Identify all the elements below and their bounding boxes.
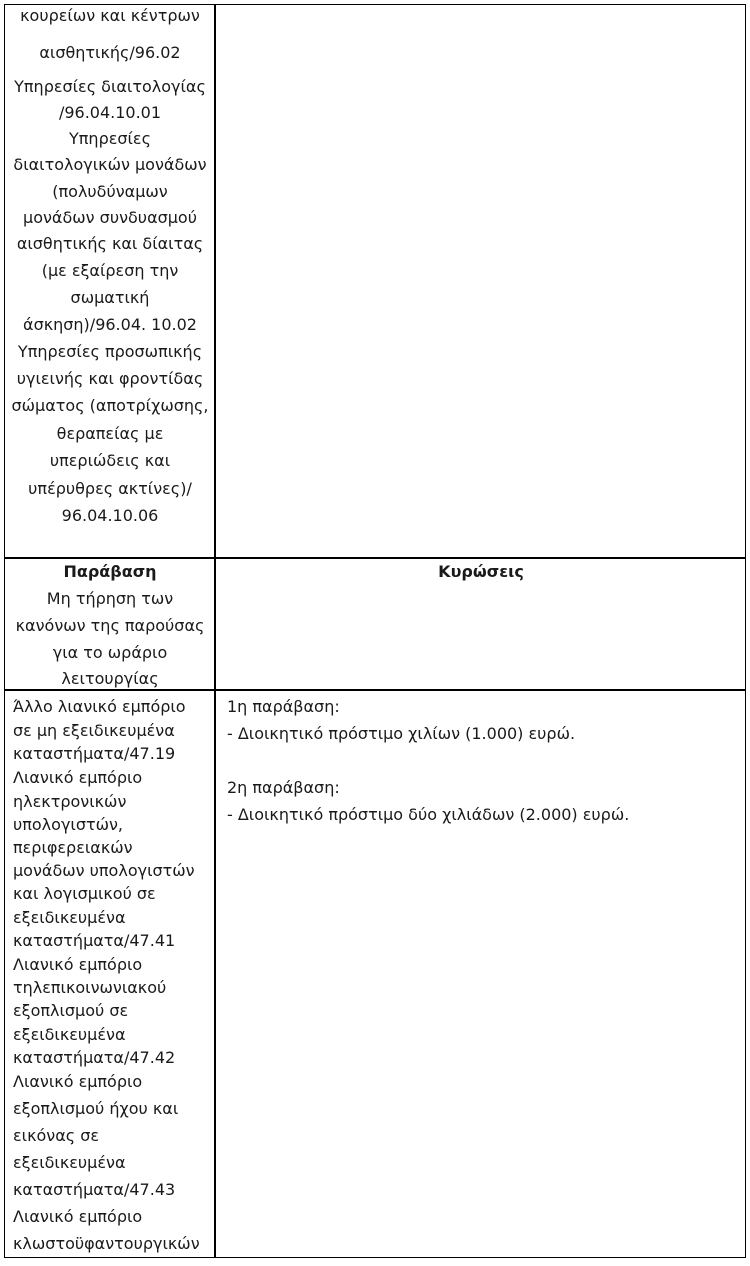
- violation-line: λειτουργίας: [61, 669, 159, 688]
- activity-line: ηλεκτρονικών: [13, 792, 127, 811]
- activity-line: άσκηση)/96.04. 10.02: [23, 315, 197, 334]
- sanction-line: 1η παράβαση:: [227, 697, 340, 716]
- activity-line: περιφερειακών: [13, 838, 133, 857]
- activity-line: Λιανικό εμπόριο: [13, 1207, 143, 1226]
- activity-line: καταστήματα/47.42: [13, 1048, 176, 1067]
- activity-line: υπέρυθρες ακτίνες)/: [28, 479, 192, 498]
- activity-line: /96.04.10.01: [58, 103, 162, 122]
- activity-line: αισθητικής/96.02: [39, 43, 181, 62]
- activity-line: καταστήματα/47.41: [13, 931, 176, 950]
- activity-line: Υπηρεσίες διαιτολογίας: [14, 77, 206, 96]
- violation-line: για το ωράριο: [52, 643, 168, 662]
- activity-line: σώματος (αποτρίχωσης,: [11, 396, 209, 415]
- activity-line: κλωστοϋφαντουργικών: [13, 1234, 200, 1253]
- sanction-line: - Διοικητικό πρόστιμο δύο χιλιάδων (2.000) ευρώ.: [227, 805, 630, 824]
- activity-line: Άλλο λιανικό εμπόριο: [13, 697, 186, 716]
- activity-line: εξειδικευμένα: [13, 908, 126, 927]
- activity-line: και λογισμικού σε: [13, 884, 156, 903]
- activity-line: εικόνας σε: [13, 1126, 100, 1145]
- activity-line: υπεριώδεις και: [49, 451, 171, 470]
- activity-line: (με εξαίρεση την: [41, 261, 179, 280]
- activity-line: μονάδων υπολογιστών: [13, 861, 195, 880]
- activity-line: αισθητικής και δίαιτας: [16, 234, 204, 253]
- violation-line: Παράβαση: [63, 562, 157, 581]
- activity-line: υπολογιστών,: [13, 815, 124, 834]
- sanction-line: - Διοικητικό πρόστιμο χιλίων (1.000) ευρώ.: [227, 724, 576, 743]
- activity-line: (πολυδύναμων: [52, 182, 168, 201]
- activity-line: εξοπλισμού σε: [13, 1001, 129, 1020]
- activity-line: κουρείων και κέντρων: [20, 6, 200, 25]
- activity-line: καταστήματα/47.43: [13, 1180, 176, 1199]
- sanction-line: 2η παράβαση:: [227, 778, 340, 797]
- activity-line: εξειδικευμένα: [13, 1025, 126, 1044]
- sanctions-header: Κυρώσεις: [438, 562, 524, 581]
- activity-line: διαιτολογικών μονάδων: [13, 155, 207, 174]
- activity-line: Υπηρεσίες προσωπικής: [17, 342, 203, 361]
- activity-line: σε μη εξειδικευμένα: [13, 721, 175, 740]
- activity-line: Υπηρεσίες: [69, 129, 151, 148]
- table-cell-activities-bottom: [5, 690, 215, 1257]
- activity-line: εξοπλισμού ήχου και: [13, 1099, 179, 1118]
- activity-line: Λιανικό εμπόριο: [13, 1072, 143, 1091]
- activity-line: μονάδων συνδυασμού: [23, 208, 197, 227]
- activity-line: σωματική: [70, 288, 150, 307]
- activity-line: τηλεπικοινωνιακού: [13, 978, 167, 997]
- table-cell-sanctions: [217, 690, 745, 1257]
- activity-line: Λιανικό εμπόριο: [13, 768, 143, 787]
- activity-line: Λιανικό εμπόριο: [13, 955, 143, 974]
- sanctions-table: [4, 4, 746, 1258]
- activity-line: καταστήματα/47.19: [13, 744, 176, 763]
- table-cell-violation: [5, 558, 215, 689]
- violation-line: κανόνων της παρούσας: [15, 616, 205, 635]
- activity-line: εξειδικευμένα: [13, 1153, 126, 1172]
- activity-line: θεραπείας με: [56, 424, 164, 443]
- activity-line: 96.04.10.06: [61, 506, 159, 525]
- activity-line: υγιεινής και φροντίδας: [16, 369, 204, 388]
- table-cell-sanctions-header: [217, 558, 745, 689]
- table-cell-activities-top: [5, 5, 215, 557]
- violation-line: Μη τήρηση των: [46, 589, 174, 608]
